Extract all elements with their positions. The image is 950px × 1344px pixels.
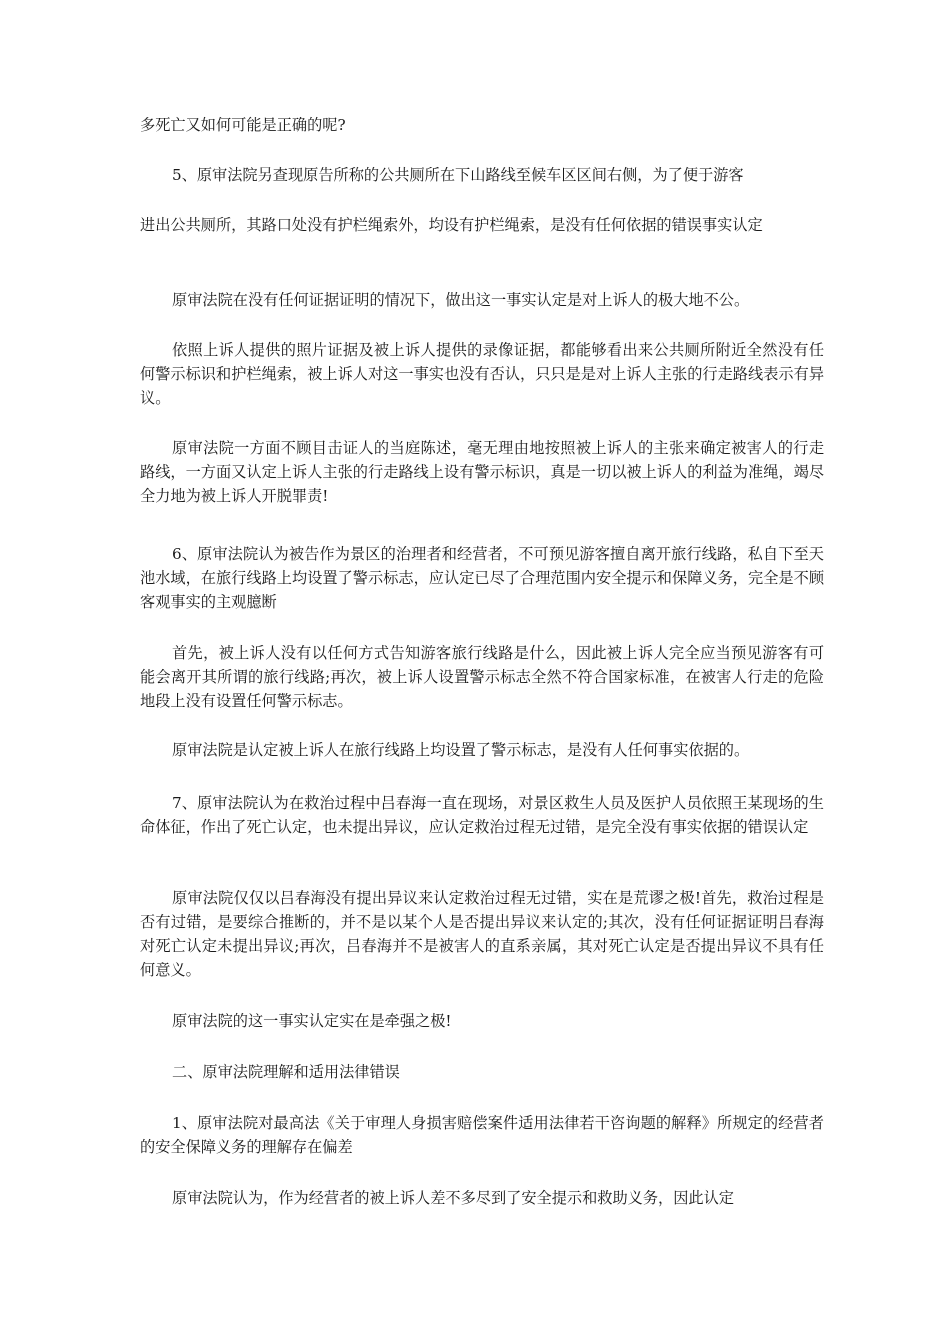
paragraph-11: 原审法院仅仅以吕春海没有提出异议来认定救治过程无过错，实在是荒谬之极!首先，救治过程是否有过错，是要综合推断的，并不是以某个人是否提出异议来认定的;其次，没有任何证据证明吕春海对死亡认定未提出异议;再次，吕春海并不是被害人的直系亲属，其对死亡认定是否提出异议不具有任何意义。 <box>140 889 824 979</box>
paragraph-15: 原审法院认为，作为经营者的被上诉人差不多尽到了安全提示和救助义务，因此认定 <box>172 1189 734 1207</box>
paragraph-7: 6、原审法院认为被告作为景区的治理者和经营者，不可预见游客擅自离开旅行线路，私自下至天池水域，在旅行线路上均设置了警示标志，应认定已尽了合理范围内安全提示和保障义务，完全是不顾客观事实的主观臆断 <box>140 545 824 611</box>
paragraph-13-section-heading: 二、原审法院理解和适用法律错误 <box>172 1063 400 1081</box>
paragraph-8: 首先，被上诉人没有以任何方式告知游客旅行线路是什么，因此被上诉人完全应当预见游客有可能会离开其所谓的旅行线路;再次，被上诉人设置警示标志全然不符合国家标准，在被害人行走的危险地段上没有设置任何警示标志。 <box>140 644 824 710</box>
paragraph-9: 原审法院是认定被上诉人在旅行线路上均设置了警示标志，是没有人任何事实依据的。 <box>172 741 750 759</box>
paragraph-4: 原审法院在没有任何证据证明的情况下，做出这一事实认定是对上诉人的极大地不公。 <box>172 291 750 309</box>
paragraph-5: 依照上诉人提供的照片证据及被上诉人提供的录像证据，都能够看出来公共厕所附近全然没有任何警示标识和护栏绳索，被上诉人对这一事实也没有否认，只只是是对上诉人主张的行走路线表示有异议。 <box>140 341 824 407</box>
paragraph-14: 1、原审法院对最高法《关于审理人身损害赔偿案件适用法律若干咨询题的解释》所规定的经营者的安全保障义务的理解存在偏差 <box>140 1114 824 1156</box>
paragraph-6: 原审法院一方面不顾目击证人的当庭陈述，毫无理由地按照被上诉人的主张来确定被害人的行走路线，一方面又认定上诉人主张的行走路线上设有警示标识，真是一切以被上诉人的利益为准绳，竭尽全力地为被上诉人开脱罪责! <box>140 439 824 505</box>
paragraph-3: 进出公共厕所，其路口处没有护栏绳索外，均设有护栏绳索，是没有任何依据的错误事实认定 <box>140 216 763 234</box>
paragraph-1: 多死亡又如何可能是正确的呢? <box>140 116 346 134</box>
paragraph-12: 原审法院的这一事实认定实在是牵强之极! <box>172 1012 452 1030</box>
paragraph-10: 7、原审法院认为在救治过程中吕春海一直在现场，对景区救生人员及医护人员依照王某现场的生命体征，作出了死亡认定，也未提出异议，应认定救治过程无过错，是完全没有事实依据的错误认定 <box>140 794 824 836</box>
paragraph-2: 5、原审法院另查现原告所称的公共厕所在下山路线至候车区区间右侧，为了便于游客 <box>172 166 744 184</box>
